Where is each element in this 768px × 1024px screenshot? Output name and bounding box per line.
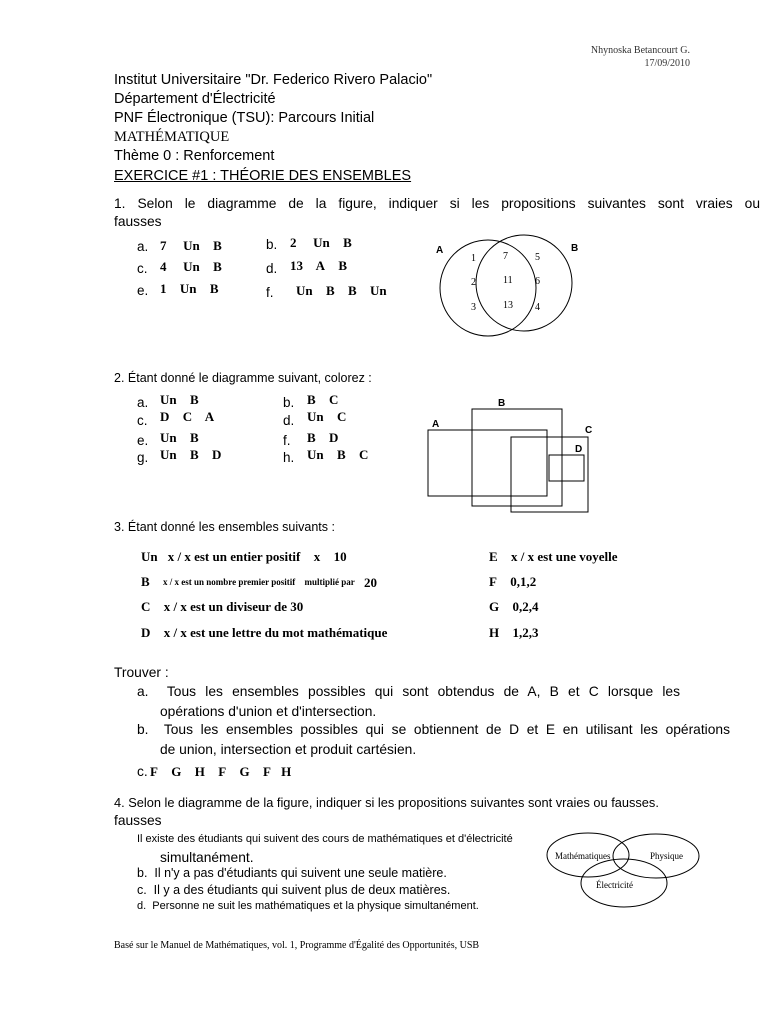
q1-c-expr: 4   Un  B	[160, 259, 222, 274]
q2-f-label: f.	[283, 433, 291, 448]
q3-b-line1: b. Tous les ensembles possibles qui se obtiennent de D et E en utilisant les opérations	[137, 722, 730, 737]
set-f-definition: F  0,1,2	[489, 574, 537, 589]
exercise-title: EXERCICE #1 : THÉORIE DES ENSEMBLES	[114, 168, 412, 184]
theme-title: Thème 0 : Renforcement	[114, 148, 275, 164]
set-b-prefix: B 	[141, 574, 160, 589]
q4-b-statement: b. Il n'y a pas d'étudiants qui suivent une seule matière.	[137, 866, 447, 880]
q2-f-expr: B  D	[307, 430, 339, 445]
q1-f-expr: Un  B  B  Un	[296, 283, 387, 298]
venn-label-elec: Électricité	[596, 880, 633, 890]
q2-a-label: a.	[137, 395, 149, 410]
venn-label-b: B	[571, 243, 579, 254]
q4-d-statement: d. Personne ne suit les mathématiques et la physique simultanément.	[137, 900, 479, 912]
q1-d-expr: 13  A  B	[290, 258, 348, 273]
set-d-brace:  	[464, 625, 475, 640]
rect-label-c: C	[585, 425, 593, 436]
q4-statement: 4. Selon le diagramme de la figure, indiquer si les propositions suivantes sont vraies ou fausses.	[114, 795, 659, 810]
institution-name: Institut Universitaire "Dr. Federico Rivero Palacio"	[114, 72, 433, 88]
set-a-rectangle	[428, 430, 547, 496]
q1-c-label: c.	[137, 261, 148, 276]
q1-e-expr: 1  Un  B	[160, 281, 219, 296]
set-e-definition: E  x / x est une voyelle	[489, 549, 618, 564]
set-h-definition: H  1,2,3	[489, 625, 539, 640]
set-g-definition: G  0,2,4	[489, 599, 539, 614]
set-u-brace:  	[392, 549, 403, 564]
q3-b-line2: de union, intersection et produit cartésien.	[160, 742, 417, 757]
venn-element: 4	[535, 302, 540, 313]
venn-element: 2	[471, 277, 476, 288]
set-c-brace:  	[316, 599, 327, 614]
q3-c-expr: F  G  H  F  G  F H	[150, 764, 292, 779]
set-f-brace:  	[553, 574, 564, 589]
set-b-definition: x / x est un nombre premier positif  multiplié par  	[163, 577, 364, 587]
q2-statement: 2. Étant donné le diagramme suivant, colorez :	[114, 371, 372, 385]
venn-element: 7	[503, 251, 508, 262]
q4-c-statement: c. Il y a des étudiants qui suivent plus de deux matières.	[137, 883, 451, 897]
rect-label-b: B	[498, 398, 506, 409]
q1-venn-diagram	[430, 228, 580, 346]
venn-element: 13	[503, 300, 513, 311]
q2-a-expr: Un  B	[160, 392, 199, 407]
q1-f-label: f.	[266, 285, 274, 300]
q2-c-label: c.	[137, 413, 148, 428]
venn-element: 5	[535, 252, 540, 263]
venn-circle-b	[476, 235, 572, 331]
q2-d-expr: Un  C	[307, 409, 347, 424]
q2-h-expr: Un  B  C 	[307, 447, 379, 462]
q2-h-label: h.	[283, 450, 295, 465]
venn-label-phys: Physique	[650, 851, 684, 861]
q2-rectangle-diagram	[425, 393, 600, 518]
rect-label-d: D	[575, 444, 583, 455]
set-h-brace:  	[553, 625, 564, 640]
set-d-rectangle	[549, 455, 584, 481]
q2-g-label: g.	[137, 450, 149, 465]
set-g-brace:  	[560, 599, 571, 614]
q2-g-expr: Un  B  D	[160, 447, 222, 462]
author-name: Nhynoska Betancourt G.	[590, 45, 690, 56]
q4-a-line1: Il existe des étudiants qui suivent des cours de mathématiques et d'électricité	[137, 833, 513, 845]
q1-d-label: d.	[266, 261, 278, 276]
q2-e-expr: Un  B	[160, 430, 199, 445]
q2-d-label: d.	[283, 413, 295, 428]
subject-title: MATHÉMATIQUE	[114, 129, 230, 145]
footer-source: Basé sur le Manuel de Mathématiques, vol. 1, Programme d'Égalité des Opportunités, USB	[114, 940, 480, 951]
q1-a-expr: 7   Un  B	[160, 238, 222, 253]
department-name: Département d'Électricité	[114, 91, 276, 107]
find-heading: Trouver :	[114, 665, 169, 680]
program-name: PNF Électronique (TSU): Parcours Initial	[114, 110, 375, 126]
q1-statement-cont: fausses	[114, 214, 162, 229]
q3-a-line2: opérations d'union et d'intersection.	[160, 704, 377, 719]
venn-element: 3	[471, 302, 476, 313]
venn-label-a: A	[436, 245, 444, 256]
rect-label-a: A	[432, 419, 440, 430]
q4-statement-cont: fausses	[114, 813, 162, 828]
q1-e-label: e.	[137, 283, 149, 298]
q1-b-expr: 2   Un  B	[290, 235, 352, 250]
q3-c-label: c.	[137, 764, 148, 779]
q4-a-line2: simultanément.	[160, 850, 254, 865]
venn-label-math: Mathématiques	[555, 851, 611, 861]
venn-element: 11	[503, 275, 513, 286]
set-d-definition: D  x / x est une lettre du mot mathématique	[141, 625, 388, 640]
document-date: 17/09/2010	[644, 58, 690, 69]
q3-statement: 3. Étant donné les ensembles suivants :	[114, 520, 335, 534]
q1-b-label: b.	[266, 237, 278, 252]
q2-c-expr: D  C  A	[160, 409, 215, 424]
set-e-brace:  	[644, 549, 655, 564]
q1-statement: 1. Selon le diagramme de la figure, indiquer si les propositions suivantes sont vraies ou	[114, 196, 760, 211]
q2-b-expr: B  C	[307, 392, 339, 407]
set-b-bound: 20	[364, 575, 377, 590]
set-c-definition: C  x / x est un diviseur de 30	[141, 599, 304, 614]
venn-element: 1	[471, 253, 476, 264]
q4-venn-diagram	[545, 828, 705, 913]
set-u-definition: Un x / x est un entier positif  x  10	[141, 549, 347, 564]
venn-element: 6	[535, 276, 540, 287]
q3-a-line1: a. Tous les ensembles possibles qui sont obtendus de A, B et C lorsque les	[137, 684, 680, 699]
q1-a-label: a.	[137, 239, 149, 254]
q2-e-label: e.	[137, 433, 149, 448]
q2-b-label: b.	[283, 395, 295, 410]
venn-circle-a	[440, 240, 536, 336]
